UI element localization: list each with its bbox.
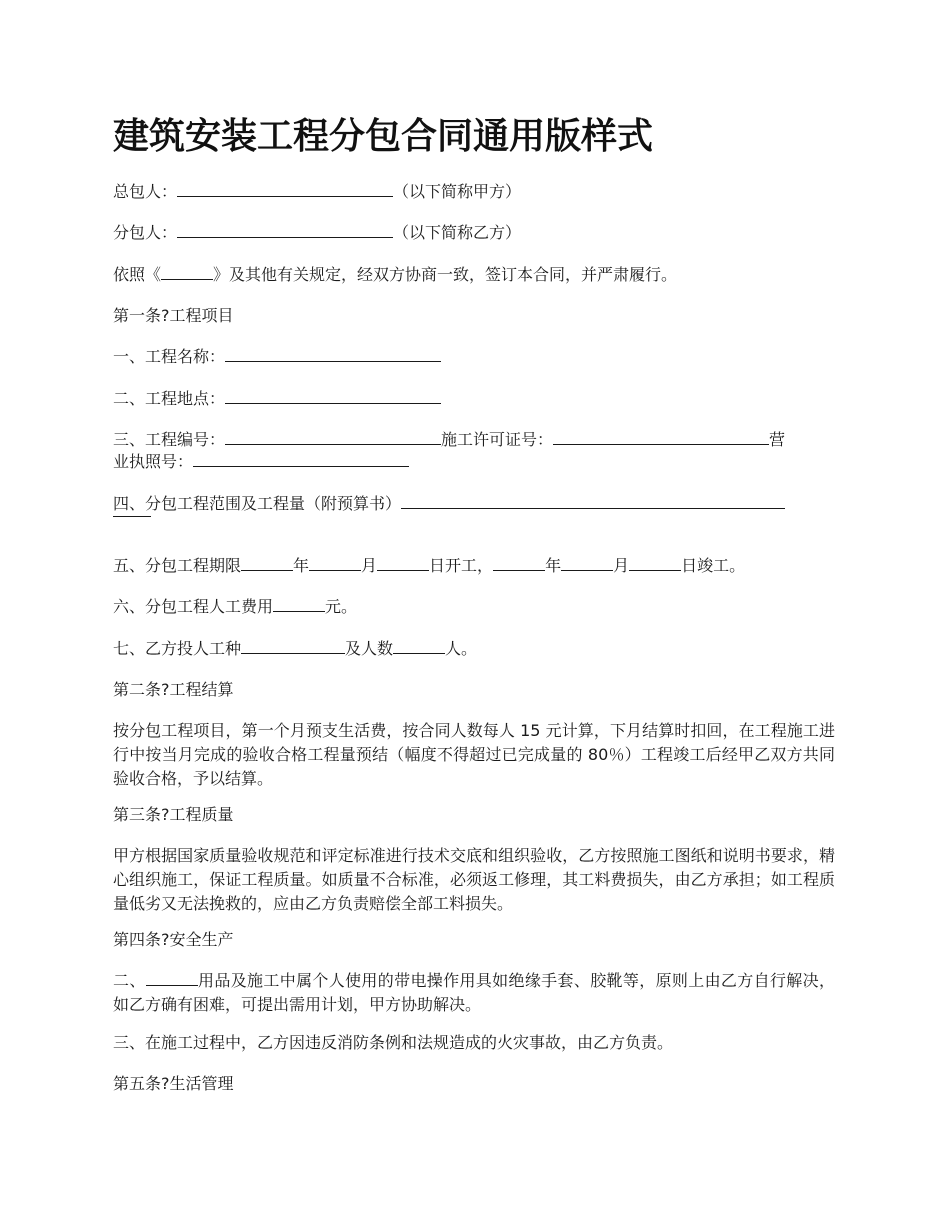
party-a-suffix: （以下简称甲方） <box>393 182 522 201</box>
article-2-heading: 第二条?工程结算 <box>113 680 234 699</box>
workers-middle: 及人数 <box>345 639 394 658</box>
duration-line <box>113 555 835 577</box>
party-a-label: 总包人： <box>113 182 178 201</box>
party-a-line <box>113 181 835 203</box>
worker-count-blank[interactable] <box>393 638 445 654</box>
scope-blank-continued[interactable] <box>113 516 151 517</box>
document-title: 建筑安装工程分包合同通用版样式 <box>113 115 654 157</box>
article-5-heading: 第五条?生活管理 <box>113 1074 234 1093</box>
project-number-label: 三、工程编号： <box>113 430 226 449</box>
end-month-blank[interactable] <box>561 555 613 571</box>
scope-line <box>113 493 835 515</box>
end-month-unit: 月 <box>613 556 630 575</box>
project-name-line <box>113 346 835 368</box>
start-text: 日开工， <box>429 556 494 575</box>
project-location-blank[interactable] <box>225 388 441 404</box>
basis-line <box>113 264 835 286</box>
party-b-blank[interactable] <box>177 222 393 238</box>
labor-cost-prefix: 六、分包工程人工费用 <box>113 597 274 616</box>
start-day-blank[interactable] <box>377 555 429 571</box>
start-month-blank[interactable] <box>309 555 361 571</box>
party-a-blank[interactable] <box>177 181 393 197</box>
license-label-part1: 营 <box>769 430 786 449</box>
project-name-blank[interactable] <box>225 346 441 362</box>
start-month-unit: 月 <box>361 556 378 575</box>
article-4-item-3: 三、在施工过程中，乙方因违反消防条例和法规造成的火灾事故，由乙方负责。 <box>113 1033 674 1052</box>
duration-prefix: 五、分包工程期限 <box>113 556 242 575</box>
article-4-item-2-blank[interactable] <box>146 970 198 986</box>
work-type-blank[interactable] <box>241 638 345 654</box>
article-4-item-2-text: 用品及施工中属个人使用的带电操作用具如绝缘手套、胶靴等，原则上由乙方自行解决，如乙方确有困难，可提出需用计划，甲方协助解决。 <box>113 971 835 1014</box>
permit-blank[interactable] <box>553 429 769 445</box>
workers-suffix: 人。 <box>445 639 478 658</box>
scope-label: 四、分包工程范围及工程量（附预算书） <box>113 494 402 513</box>
project-location-line <box>113 388 835 410</box>
workers-line <box>113 638 835 660</box>
project-name-label: 一、工程名称： <box>113 347 226 366</box>
party-b-line <box>113 222 835 244</box>
project-location-label: 二、工程地点： <box>113 389 226 408</box>
end-text: 日竣工。 <box>681 556 746 575</box>
end-day-blank[interactable] <box>629 555 681 571</box>
scope-blank[interactable] <box>401 493 785 509</box>
article-4-item-2-prefix: 二、 <box>113 971 146 990</box>
party-b-label: 分包人： <box>113 223 178 242</box>
end-year-unit: 年 <box>545 556 562 575</box>
labor-cost-blank[interactable] <box>273 596 325 612</box>
start-year-unit: 年 <box>293 556 310 575</box>
basis-prefix: 依照《 <box>113 265 162 284</box>
party-b-suffix: （以下简称乙方） <box>393 223 522 242</box>
article-2-text: 按分包工程项目，第一个月预支生活费，按合同人数每人 15 元计算，下月结算时扣回，在工程施工进行中按当月完成的验收合格工程量预结（幅度不得超过已完成量的 80％）工程竣工后经甲乙双方共同验收合格，予以结算。 <box>113 721 835 788</box>
article-1-heading: 第一条?工程项目 <box>113 306 234 325</box>
basis-suffix: 》及其他有关规定，经双方协商一致，签订本合同，并严肃履行。 <box>213 265 678 284</box>
project-number-line <box>113 429 835 451</box>
article-3-heading: 第三条?工程质量 <box>113 805 234 824</box>
project-number-blank[interactable] <box>225 429 441 445</box>
article-3-text: 甲方根据国家质量验收规范和评定标准进行技术交底和组织验收，乙方按照施工图纸和说明书要求，精心组织施工，保证工程质量。如质量不合标准，必须返工修理，其工料费损失，由乙方承担；如工程质量低劣又无法挽救的，应由乙方负责赔偿全部工料损失。 <box>113 846 835 913</box>
basis-blank[interactable] <box>161 264 213 280</box>
permit-label: 施工许可证号： <box>441 430 554 449</box>
end-year-blank[interactable] <box>493 555 545 571</box>
license-line <box>113 451 835 473</box>
labor-cost-line <box>113 596 835 618</box>
labor-cost-suffix: 元。 <box>325 597 358 616</box>
article-4-heading: 第四条?安全生产 <box>113 930 234 949</box>
article-4-item-2 <box>113 969 835 1017</box>
license-label-part2: 业执照号： <box>113 452 194 471</box>
start-year-blank[interactable] <box>241 555 293 571</box>
workers-prefix: 七、乙方投人工种 <box>113 639 242 658</box>
license-blank[interactable] <box>193 451 409 467</box>
